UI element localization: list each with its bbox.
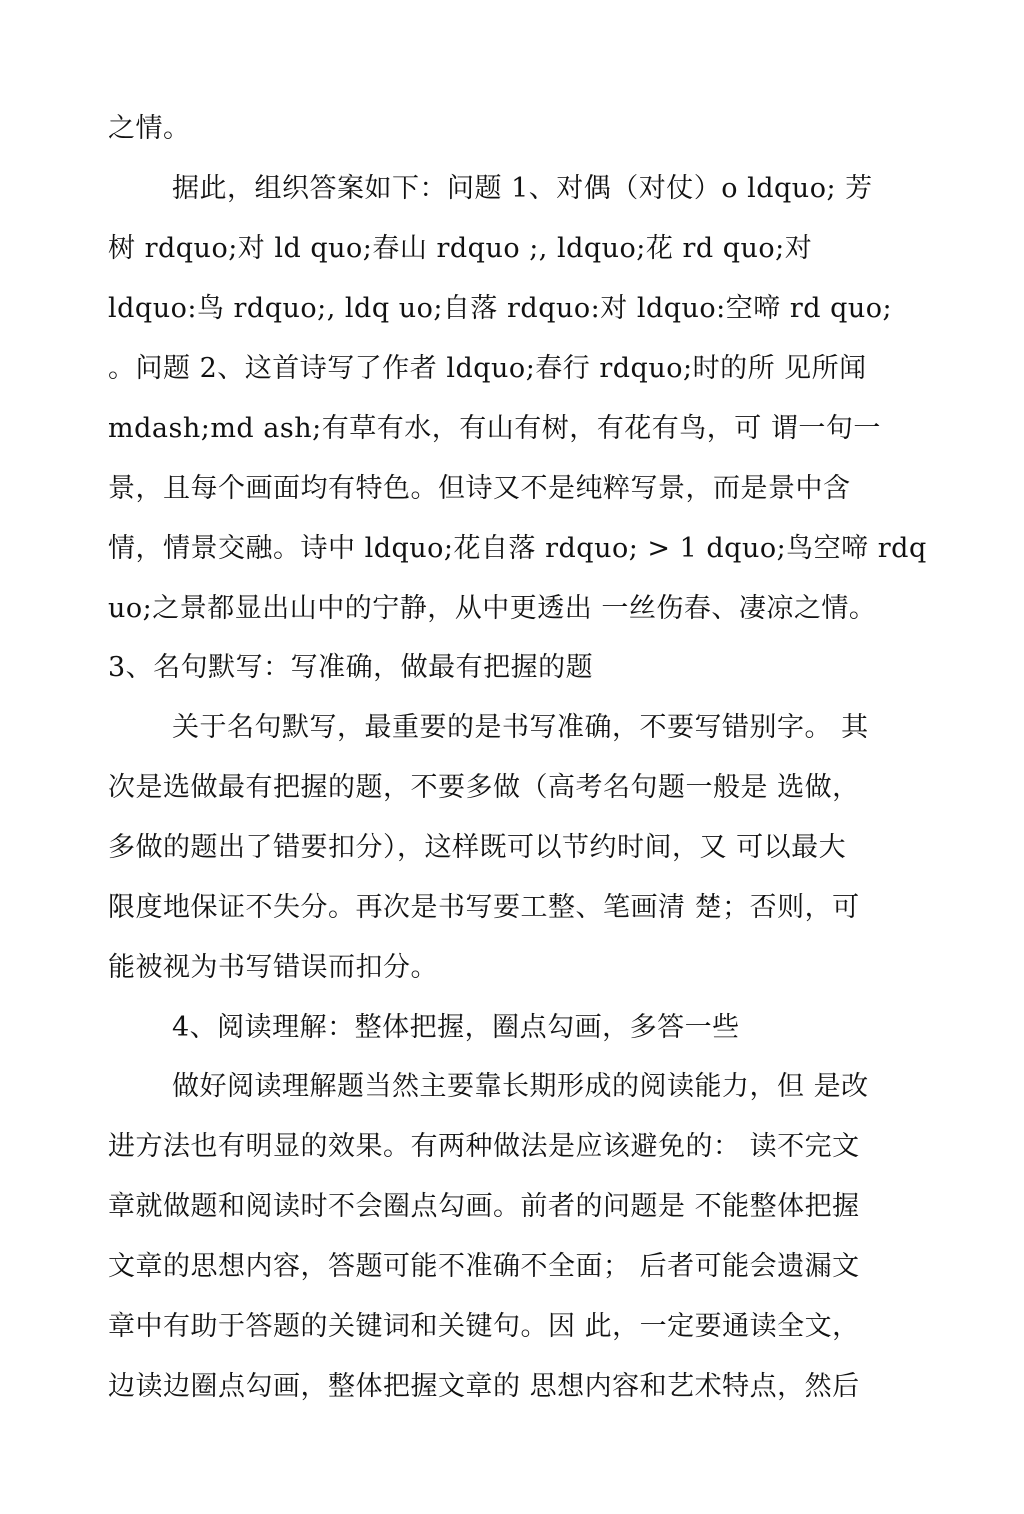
section-heading-4: 4、阅读理解：整体把握，圈点勾画，多答一些: [172, 1012, 740, 1043]
text-line: 。问题 2、这首诗写了作者 ldquo;春行 rdquo;时的所 见所闻: [108, 353, 867, 384]
text-line: 边读边圈点勾画，整体把握文章的 思想内容和艺术特点，然后: [108, 1371, 860, 1402]
text-line: 景，且每个画面均有特色。但诗又不是纯粹写景，而是景中含: [108, 473, 851, 504]
text-line: 树 rdquo;对 ld quo;春山 rdquo ;, ldquo;花 rd quo;对: [108, 233, 813, 264]
text-line: uo;之景都显出山中的宁静，从中更透出 一丝伤春、凄凉之情。: [108, 593, 877, 624]
text-line: mdash;md ash;有草有水，有山有树，有花有鸟，可 谓一句一: [108, 413, 881, 444]
text-line: 文章的思想内容，答题可能不准确不全面； 后者可能会遗漏文: [108, 1251, 860, 1282]
text-line: 进方法也有明显的效果。有两种做法是应该避免的： 读不完文: [108, 1131, 860, 1162]
text-line: 次是选做最有把握的题，不要多做（高考名句题一般是 选做，: [108, 772, 860, 803]
text-line: ldquo:鸟 rdquo;, ldq uo;自落 rdquo:对 ldquo:空啼 rd quo;: [108, 293, 893, 324]
paragraph-reading: 做好阅读理解题当然主要靠长期形成的阅读能力，但 是改: [172, 1071, 869, 1102]
text-line: 多做的题出了错要扣分），这样既可以节约时间，又 可以最大: [108, 832, 847, 863]
paragraph-recitation: 关于名句默写，最重要的是书写准确，不要写错别字。 其: [172, 712, 869, 743]
text-line: 章中有助于答题的关键词和关键句。因 此，一定要通读全文，: [108, 1311, 860, 1342]
text-line: 限度地保证不失分。再次是书写要工整、笔画清 楚；否则，可: [108, 892, 860, 923]
section-heading-3: 3、名句默写：写准确，做最有把握的题: [108, 652, 594, 683]
text-line: 能被视为书写错误而扣分。: [108, 952, 438, 983]
text-line: 情，情景交融。诗中 ldquo;花自落 rdquo; > 1 dquo;鸟空啼 rdq: [108, 533, 927, 564]
text-line: 之情。: [108, 113, 191, 144]
text-line: 章就做题和阅读时不会圈点勾画。前者的问题是 不能整体把握: [108, 1191, 860, 1222]
paragraph-answer-intro: 据此，组织答案如下：问题 1、对偶（对仗）o ldquo; 芳: [172, 173, 873, 204]
